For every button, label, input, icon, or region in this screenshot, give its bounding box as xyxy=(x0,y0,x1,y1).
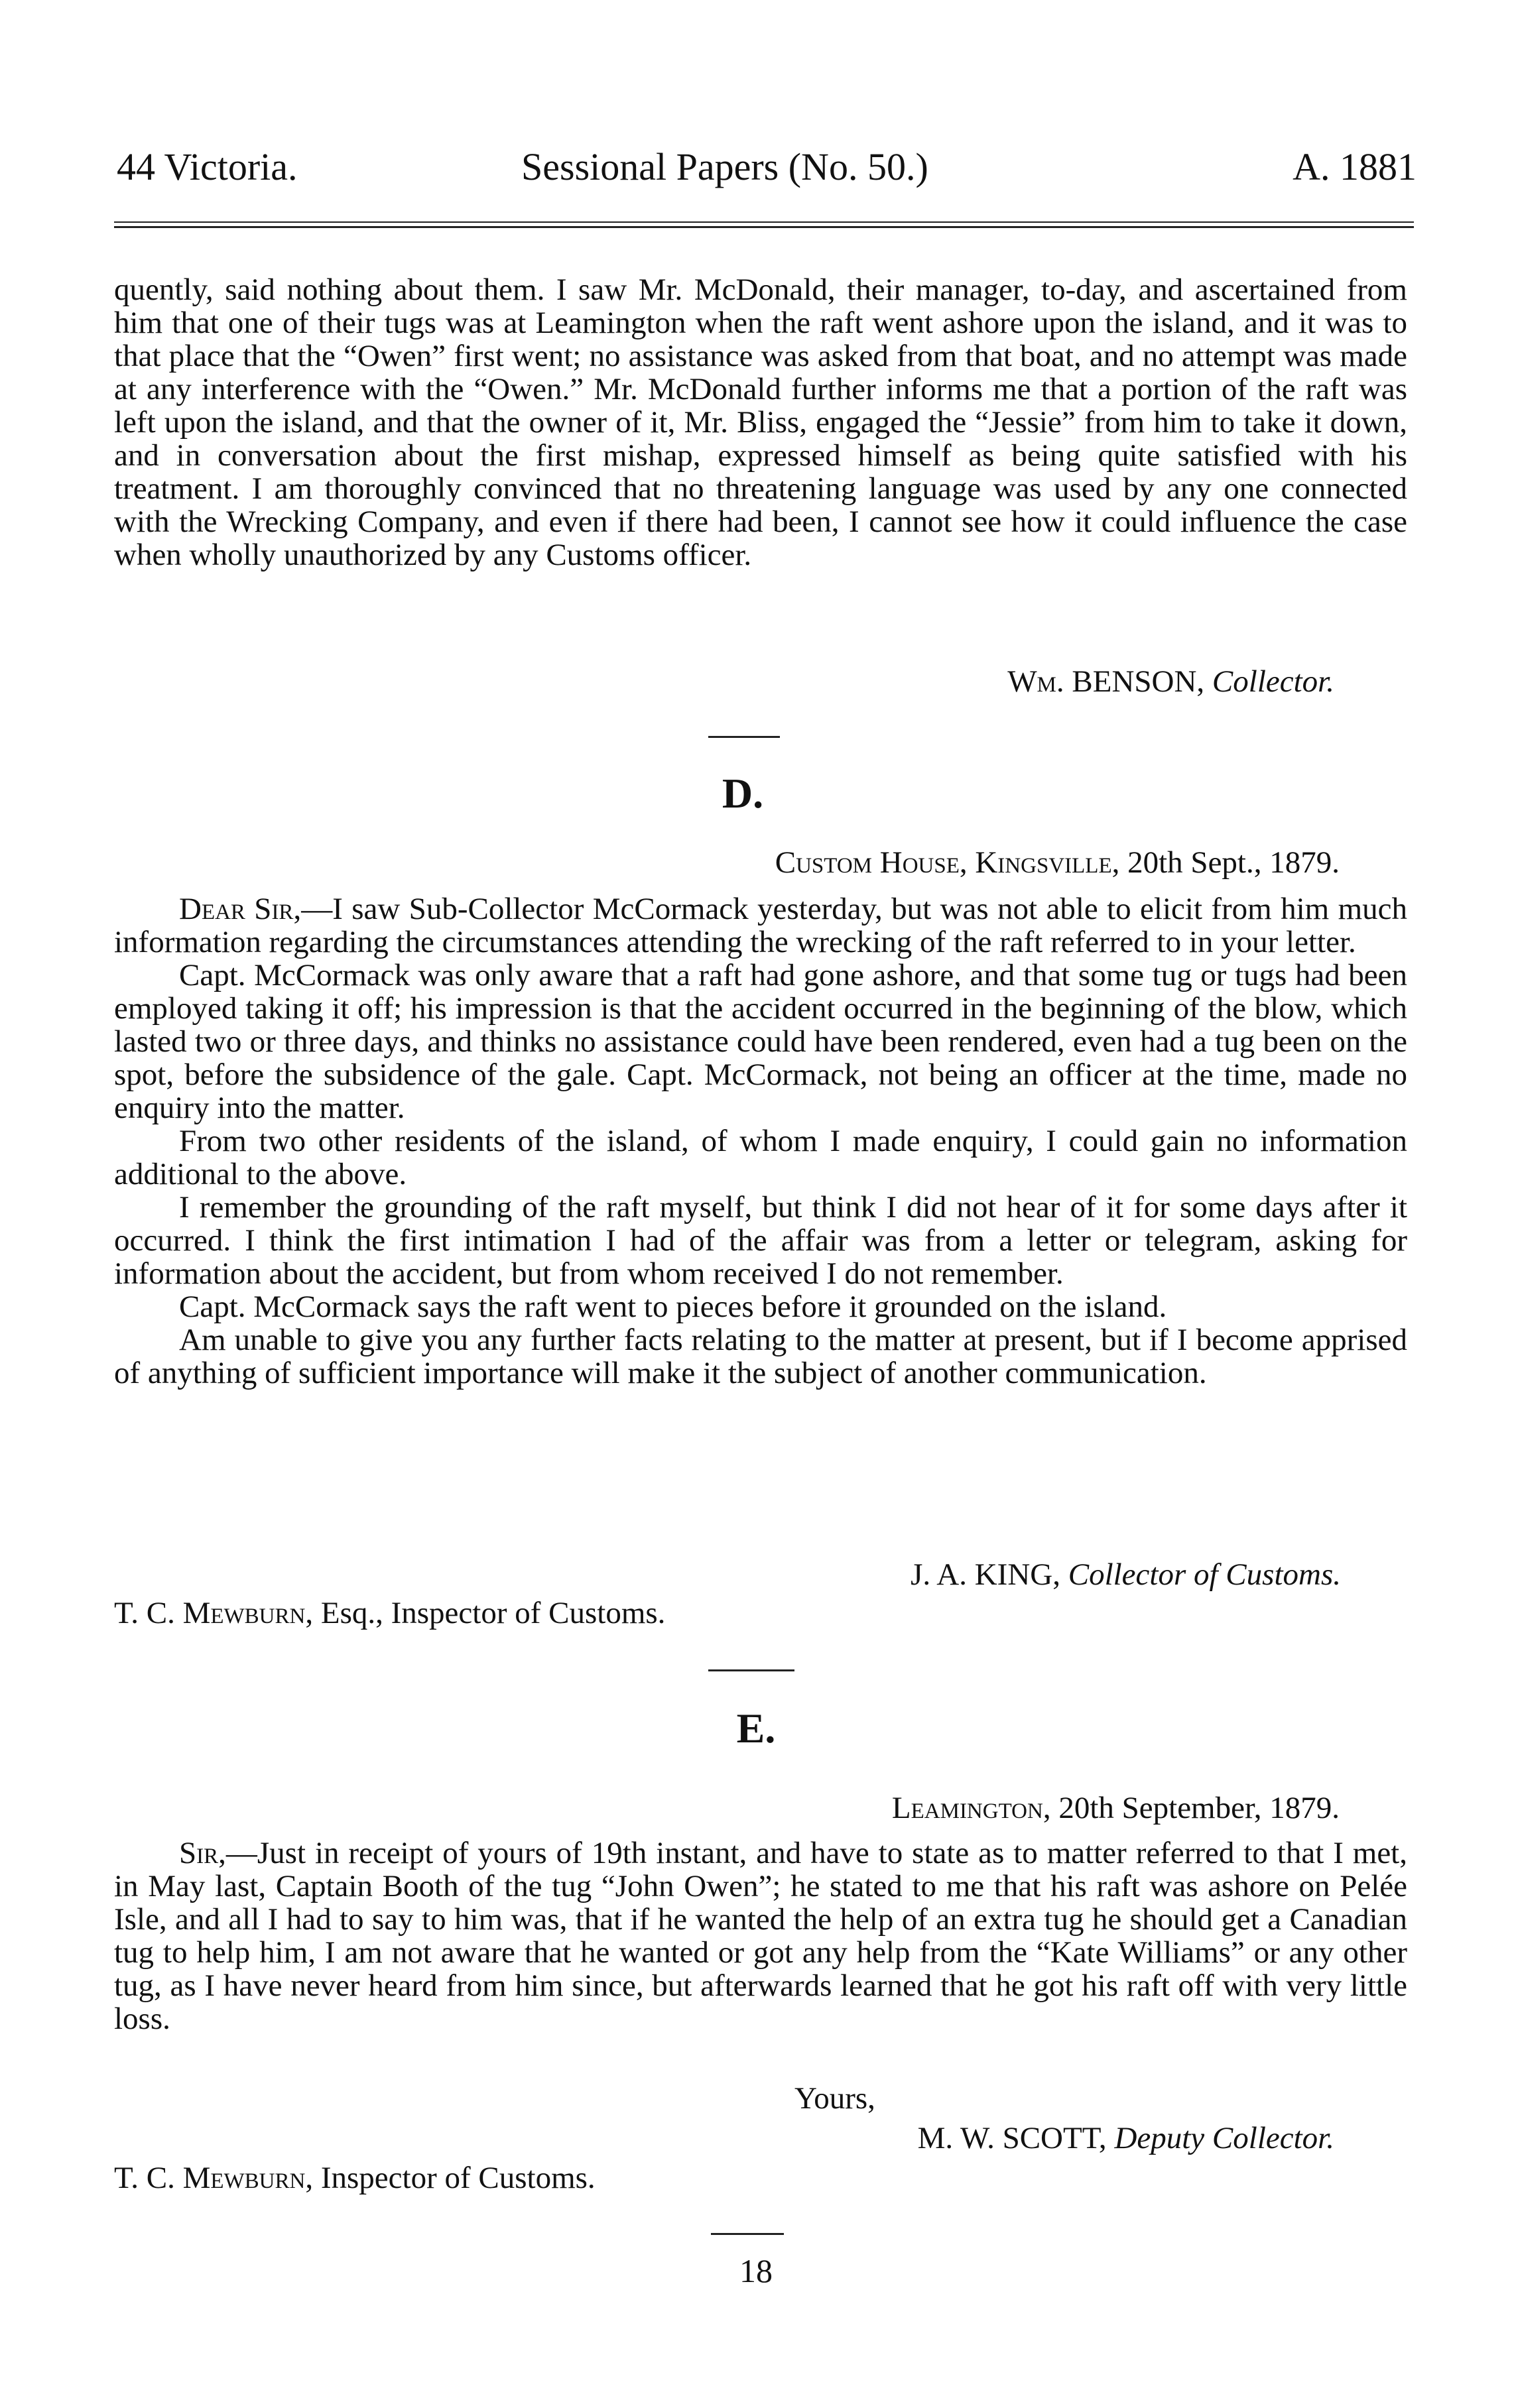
section-d-addressee xyxy=(114,1596,665,1630)
header-year: A. 1881 xyxy=(1293,145,1417,188)
salutation: Dear Sir, xyxy=(179,892,302,926)
salutation: Sir, xyxy=(179,1836,226,1870)
section-divider xyxy=(708,736,780,738)
closing: Yours, xyxy=(794,2081,875,2116)
paragraph: —I saw Sub-Collector McCormack yesterday, but was not able to elicit from him much information regarding the circumstances attending the wrecking of the raft referred to in your letter. xyxy=(114,892,1407,959)
header-rule xyxy=(114,221,1414,229)
section-d-heading: D. xyxy=(722,770,764,817)
running-header xyxy=(117,145,1417,204)
section-c-paragraph: quently, said nothing about them. I saw Mr. McDonald, their manager, to-day, and ascertained from him that one of their tugs was at Leamington when the raft went ashore upon the island, and it was to that place that the “Owen” first went; no assistance was asked from that boat, and no attempt was made at any interference with the “Owen.” Mr. McDonald further informs me that a portion of the raft was left upon the island, and that the owner of it, Mr. Bliss, engaged the “Jessie” from him to take it down, and in conversation about the first mishap, expressed himself as being quite satisfied with his treatment. I am thoroughly convinced that no threatening language was used by any one connected with the Wrecking Company, and even if there had been, I cannot see how it could influence the case when wholly unauthorized by any Customs officer. xyxy=(114,272,1407,572)
signature-name: Wm. BENSON, xyxy=(1007,664,1205,699)
section-d-signature xyxy=(114,1558,1341,1591)
signature-title: Collector of Customs. xyxy=(1068,1557,1341,1592)
paragraph: From two other residents of the island, of whom I made enquiry, I could gain no information additional to the above. xyxy=(114,1124,1407,1191)
signature-name: M. W. SCOTT, xyxy=(917,2121,1107,2155)
section-e-dateline xyxy=(114,1791,1340,1825)
dateline-place: Custom House, Kingsville, xyxy=(775,845,1120,880)
header-title: Sessional Papers (No. 50.) xyxy=(521,145,928,188)
section-d-dateline xyxy=(114,846,1340,879)
section-divider xyxy=(708,1669,794,1671)
section-e-addressee xyxy=(114,2161,596,2195)
paragraph: Capt. McCormack was only aware that a raft had gone ashore, and that some tug or tugs had been employed taking it off; his impression is that the accident occurred in the beginning of the blow, which lasted two or three days, and thinks no assistance could have been rendered, even had a tug been on the spot, before the subsidence of the gale. Capt. McCormack, not being an officer at the time, made no enquiry into the matter. xyxy=(114,958,1407,1125)
section-e-signature xyxy=(114,2122,1334,2155)
addressee-title: Inspector of Customs. xyxy=(313,2161,596,2195)
signature-name: J. A. KING, xyxy=(911,1557,1060,1592)
section-c-text xyxy=(114,273,1407,572)
dateline-place: Leamington, xyxy=(891,1791,1051,1825)
paragraph: I remember the grounding of the raft myself, but think I did not hear of it for some days after it occurred. I think the first intimation I had of the affair was from a letter or telegram, asking for information about the accident, but from whom received I do not remember. xyxy=(114,1190,1407,1291)
dateline-date: 20th Sept., 1879. xyxy=(1127,845,1340,880)
addressee-name: T. C. Mewburn, xyxy=(114,2161,314,2195)
section-e-body xyxy=(114,1836,1407,2035)
section-d-body xyxy=(114,892,1407,1390)
paragraph: Capt. McCormack says the raft went to pieces before it grounded on the island. xyxy=(179,1290,1167,1324)
paragraph: —Just in receipt of yours of 19th instant, and have to state as to matter referred to that I met, in May last, Captain Booth of the tug “John Owen”; he stated to me that his raft was ashore on Pelée Isle, and all I had to say to him was, that if he wanted the help of an extra tug he should get a Canadian tug to help him, I am not aware that he wanted or got any help from the “Kate Williams” or any other tug, as I have never heard from him since, but afterwards learned that he got his raft off with very little loss. xyxy=(114,1836,1407,2036)
signature-title: Collector. xyxy=(1212,664,1334,699)
section-divider xyxy=(711,2233,784,2235)
section-e-heading: E. xyxy=(736,1705,776,1752)
addressee-name: T. C. Mewburn, xyxy=(114,1596,314,1630)
section-c-signature xyxy=(114,665,1334,698)
dateline-date: 20th September, 1879. xyxy=(1058,1791,1340,1825)
paragraph: Am unable to give you any further facts relating to the matter at present, but if I become apprised of anything of sufficient importance will make it the subject of another communication. xyxy=(114,1323,1407,1390)
page-number: 18 xyxy=(739,2252,773,2289)
addressee-title: Esq., Inspector of Customs. xyxy=(313,1596,666,1630)
header-session: 44 Victoria. xyxy=(117,145,298,188)
signature-title: Deputy Collector. xyxy=(1114,2121,1334,2155)
